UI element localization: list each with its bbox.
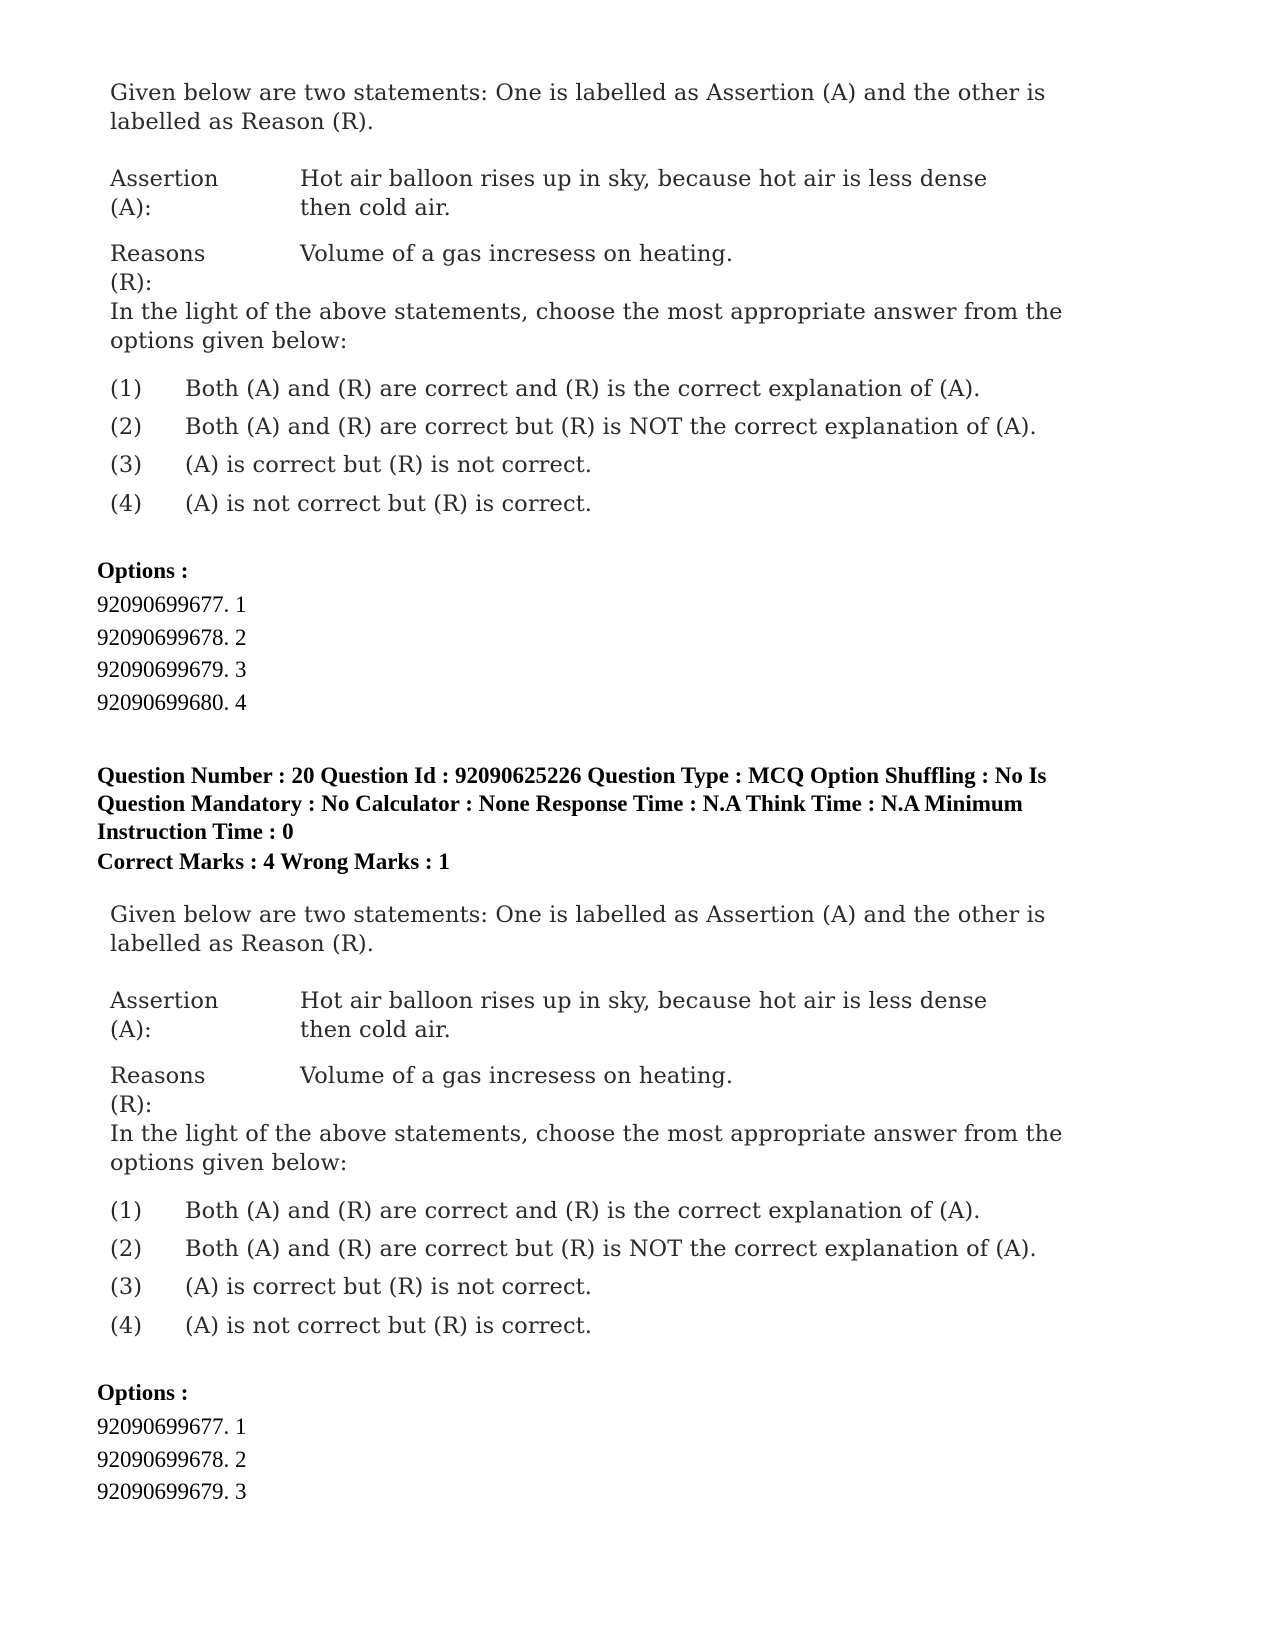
choice-text: Both (A) and (R) are correct but (R) is NOT the correct explanation of (A). <box>185 414 1037 440</box>
assertion-text: Hot air balloon rises up in sky, because hot air is less dense then cold air. <box>300 166 988 221</box>
choice-text: (A) is correct but (R) is not correct. <box>185 452 593 478</box>
option-item: 92090699678. 2 <box>97 1447 247 1472</box>
option-item: 92090699678. 2 <box>97 625 247 650</box>
option-item: 92090699679. 3 <box>97 657 247 682</box>
option-item: 92090699677. 1 <box>97 592 247 617</box>
option-item: 92090699677. 1 <box>97 1414 247 1439</box>
instruction-text: In the light of the above statements, choose the most appropriate answer from the options given below: <box>110 1121 1063 1176</box>
reason-label: Reasons (R): <box>110 1063 206 1118</box>
intro-statement: Given below are two statements: One is labelled as Assertion (A) and the other is labelled as Reason (R). <box>110 80 1046 135</box>
option-item: 92090699680. 4 <box>97 690 247 715</box>
choice-number: (3) <box>110 452 143 478</box>
choice-text: Both (A) and (R) are correct and (R) is the correct explanation of (A). <box>185 1198 981 1224</box>
question-header: Question Number : 20 Question Id : 92090625226 Question Type : MCQ Option Shuffling : No Is Question Mandatory : No Calculator : None Response Time : N.A Think Time : N.A Minimum Instruction Time : 0 <box>97 763 1047 844</box>
option-item: 92090699679. 3 <box>97 1479 247 1504</box>
choice-number: (1) <box>110 1198 143 1224</box>
choice-number: (2) <box>110 1236 143 1262</box>
choice-number: (2) <box>110 414 143 440</box>
choice-text: (A) is correct but (R) is not correct. <box>185 1274 593 1300</box>
marks-line: Correct Marks : 4 Wrong Marks : 1 <box>97 849 450 874</box>
choice-text: (A) is not correct but (R) is correct. <box>185 1313 593 1339</box>
choice-text: Both (A) and (R) are correct and (R) is the correct explanation of (A). <box>185 376 981 402</box>
assertion-text: Hot air balloon rises up in sky, because hot air is less dense then cold air. <box>300 988 988 1043</box>
choice-number: (3) <box>110 1274 143 1300</box>
options-heading: Options : <box>97 1380 189 1405</box>
reason-text: Volume of a gas incresess on heating. <box>300 1063 734 1089</box>
choice-number: (4) <box>110 491 143 517</box>
reason-text: Volume of a gas incresess on heating. <box>300 241 734 267</box>
options-heading: Options : <box>97 558 189 583</box>
reason-label: Reasons (R): <box>110 241 206 296</box>
choice-number: (1) <box>110 376 143 402</box>
intro-statement: Given below are two statements: One is labelled as Assertion (A) and the other is labelled as Reason (R). <box>110 902 1046 957</box>
choice-number: (4) <box>110 1313 143 1339</box>
choice-text: (A) is not correct but (R) is correct. <box>185 491 593 517</box>
assertion-label: Assertion (A): <box>110 988 219 1043</box>
assertion-label: Assertion (A): <box>110 166 219 221</box>
instruction-text: In the light of the above statements, choose the most appropriate answer from the options given below: <box>110 299 1063 354</box>
choice-text: Both (A) and (R) are correct but (R) is NOT the correct explanation of (A). <box>185 1236 1037 1262</box>
